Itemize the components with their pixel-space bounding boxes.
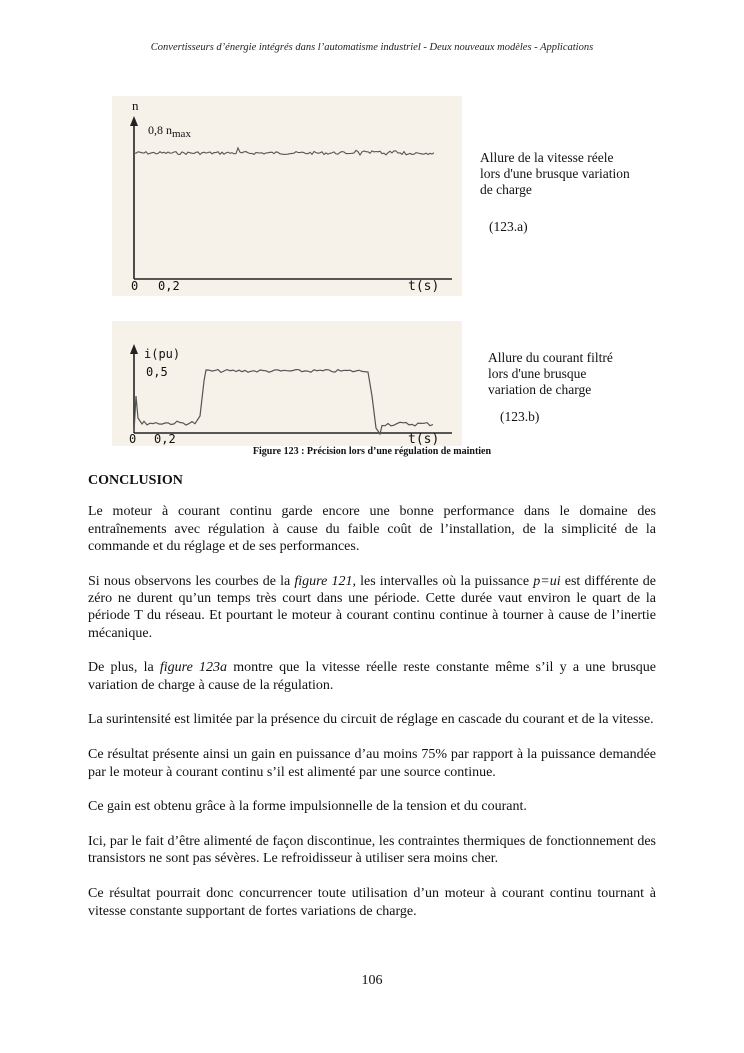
figure-reference: figure 121, <box>294 573 356 589</box>
equation: p=ui <box>533 573 561 589</box>
plot-a-x-label: t(s) <box>408 279 440 294</box>
plot-b-current <box>129 344 452 446</box>
plot-a-tag: (123.a) <box>489 219 528 234</box>
plot-a-level-label: 0,8 nmax <box>148 123 191 140</box>
plot-b-level-label: 0,5 <box>146 365 168 379</box>
paragraph-5: Ce résultat présente ainsi un gain en puissance d’au moins 75% par rapport à la puissance demandée par le moteur à courant continu s’il est alimenté par une source continue. <box>88 747 656 780</box>
plot-a-y-label: n <box>132 98 139 113</box>
plot-a-description-line: Allure de la vitesse réele <box>480 150 614 165</box>
body-text <box>88 472 656 937</box>
plot-b-y-arrow <box>130 344 138 354</box>
paragraph-3: De plus, la figure 123a montre que la vitesse réelle reste constante même s’il y a une brusque variation de charge à cause de la régulation. <box>88 660 657 693</box>
plot-a-x-tick: 0,2 <box>158 279 180 293</box>
plot-b-description-line: Allure du courant filtré <box>488 350 613 365</box>
section-heading: CONCLUSION <box>88 473 183 488</box>
plot-a-speed <box>130 98 452 294</box>
paragraph-1: Le moteur à courant continu garde encore une bonne performance dans le domaine des entraînements avec régulation à cause du faible coût de l’installation, de la simplicité de la commande et du réglage et de ses performances. <box>88 504 656 554</box>
plot-a-origin: 0 <box>131 279 139 293</box>
paragraph-4: La surintensité est limitée par la présence du circuit de réglage en cascade du courant et de la vitesse. <box>88 712 654 728</box>
plot-a-description-line: de charge <box>480 182 532 197</box>
paragraph-7: Ici, par le fait d’être alimenté de façon discontinue, les contraintes thermiques de fonctionnement des transistors ne sont pas sévères. Le refroidisseur à utiliser sera moins cher. <box>88 834 656 867</box>
plot-b-current-trace <box>134 370 433 434</box>
figure-caption: Figure 123 : Précision lors d’une régulation de maintien <box>252 446 492 457</box>
plot-a-speed-trace <box>134 148 434 155</box>
page-number: 106 <box>361 973 383 988</box>
plot-b-origin: 0 <box>129 432 137 446</box>
plot-b-description-line: lors d'une brusque <box>488 366 587 381</box>
figure-123 <box>112 96 472 446</box>
paragraph-6: Ce gain est obtenu grâce à la forme impulsionnelle de la tension et du courant. <box>88 799 527 815</box>
plot-b-x-tick: 0,2 <box>154 432 176 446</box>
plot-b-description-line: variation de charge <box>488 382 592 397</box>
plot-b-description <box>488 350 613 398</box>
running-header: Convertisseurs d’énergie intégrés dans l’automatisme industriel - Deux nouveaux modèles - Applications <box>150 42 594 53</box>
figure-reference: figure 123a <box>159 660 228 676</box>
plot-b-x-label: t(s) <box>408 432 440 446</box>
plot-b-tag: (123.b) <box>500 409 540 424</box>
figure-123-plots <box>112 96 472 446</box>
plot-a-y-arrow <box>130 116 138 126</box>
paragraph-2: Si nous observons les courbes de la figure 121, les intervalles où la puissance p=ui est différente de zéro ne durent qu’un temps très court dans une période. Cette durée vaut environ le quart de la période T du réseau. Et pourtant le moteur à courant continu continue à tourner à cause de l’inertie mécanique. <box>88 573 656 641</box>
plot-b-y-label: i(pu) <box>144 347 181 361</box>
paragraph-8: Ce résultat pourrait donc concurrencer toute utilisation d’un moteur à courant continu tournant à vitesse constante supportant de fortes variations de charge. <box>88 886 656 919</box>
plot-a-description <box>480 150 630 198</box>
plot-a-description-line: lors d'une brusque variation <box>480 166 630 181</box>
